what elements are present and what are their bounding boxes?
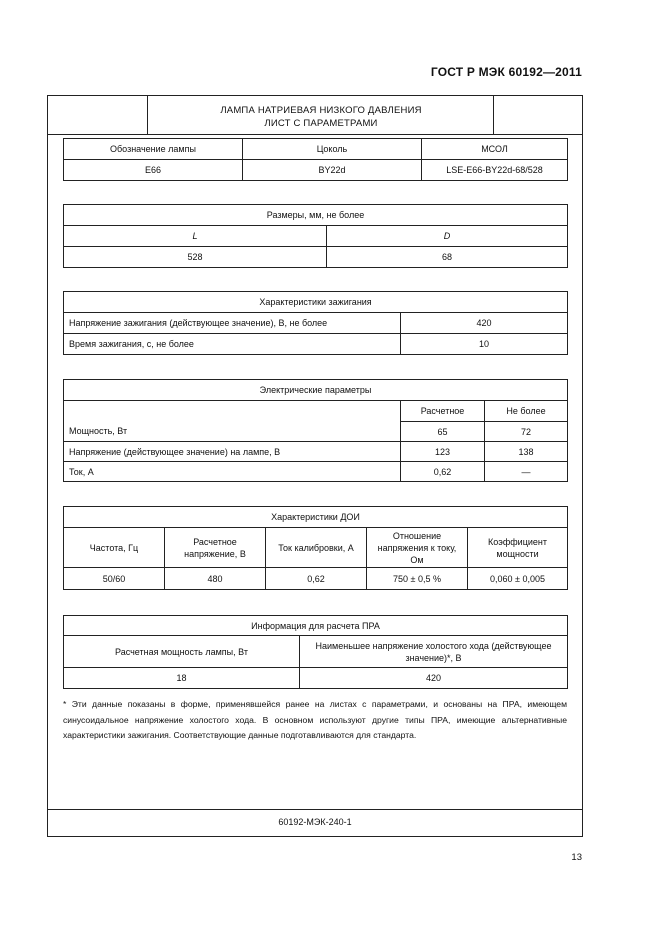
doi-header-ratio: Отношение напряжения к току, Ом [367,528,468,568]
electrical-row-label: Ток, А [64,462,401,482]
designation-header-msol: МСОЛ [422,139,568,160]
doi-header-power-factor: Коэффициент мощности [468,528,568,568]
electrical-row-label: Мощность, Вт [64,422,401,442]
electrical-row-rated: 0,62 [401,462,485,482]
electrical-header-max: Не более [485,401,568,422]
doi-header-voltage: Расчетное напряжение, В [165,528,266,568]
designation-table [63,138,568,181]
dimensions-header-l: L [64,226,327,247]
dimensions-header-d: D [327,226,568,247]
dimensions-value-l: 528 [64,247,327,268]
electrical-row-max: 138 [485,442,568,462]
doi-value-frequency: 50/60 [64,568,165,590]
sheet-code-divider [47,809,583,810]
ballast-header-voltage: Наименьшее напряжение холостого хода (действующее значение)*, В [300,636,568,668]
electrical-row-rated: 123 [401,442,485,462]
sheet-title-line1: ЛАМПА НАТРИЕВАЯ НИЗКОГО ДАВЛЕНИЯ [220,105,422,116]
title-right-cell [493,96,582,134]
electrical-table [63,379,568,482]
electrical-row-rated: 65 [401,422,485,442]
designation-value-base: BY22d [243,160,422,181]
sheet-title-line2: ЛИСТ С ПАРАМЕТРАМИ [264,118,378,129]
dimensions-caption: Размеры, мм, не более [64,205,568,226]
electrical-header-blank [64,401,401,422]
electrical-row-label: Напряжение (действующее значение) на лампе, В [64,442,401,462]
electrical-row-max: — [485,462,568,482]
doi-table [63,506,568,590]
standard-header: ГОСТ Р МЭК 60192—2011 [430,65,582,79]
ignition-caption: Характеристики зажигания [64,292,568,313]
footnote: * Эти данные показаны в форме, применявшейся ранее на листах с параметрами, и основаны на ПРА, имеющем синусоидальное напряжение холостого хода. В основном используют другие типы ПРА, имеющие альтернативные характеристики зажигания. Соответствующие данные подготавливаются для стандарта. [63,699,567,740]
dimensions-table [63,204,568,268]
ignition-row-label: Напряжение зажигания (действующее значение), В, не более [64,313,401,334]
doi-value-current: 0,62 [266,568,367,590]
doi-header-frequency: Частота, Гц [64,528,165,568]
ignition-row-value: 420 [401,313,568,334]
ballast-caption: Информация для расчета ПРА [64,616,568,636]
designation-value-lamp: Е66 [64,160,243,181]
title-left-cell [48,96,148,134]
sheet-code: 60192-МЭК-240-1 [278,817,352,827]
doi-header-current: Ток калибровки, А [266,528,367,568]
ignition-table [63,291,568,355]
doi-caption: Характеристики ДОИ [64,507,568,528]
dimensions-value-d: 68 [327,247,568,268]
electrical-header-rated: Расчетное [401,401,485,422]
doi-value-ratio: 750 ± 0,5 % [367,568,468,590]
doi-value-voltage: 480 [165,568,266,590]
page-number: 13 [571,852,582,863]
title-row [48,96,582,135]
ignition-row-value: 10 [401,334,568,355]
designation-header-base: Цоколь [243,139,422,160]
electrical-caption: Электрические параметры [64,380,568,401]
ignition-row-label: Время зажигания, с, не более [64,334,401,355]
sheet-title [148,104,494,130]
ballast-value-power: 18 [64,668,300,689]
ballast-table [63,615,568,689]
electrical-row-max: 72 [485,422,568,442]
ballast-header-power: Расчетная мощность лампы, Вт [64,636,300,668]
doi-value-power-factor: 0,060 ± 0,005 [468,568,568,590]
ballast-value-voltage: 420 [300,668,568,689]
designation-header-lamp: Обозначение лампы [64,139,243,160]
designation-value-msol: LSE-E66-BY22d-68/528 [422,160,568,181]
